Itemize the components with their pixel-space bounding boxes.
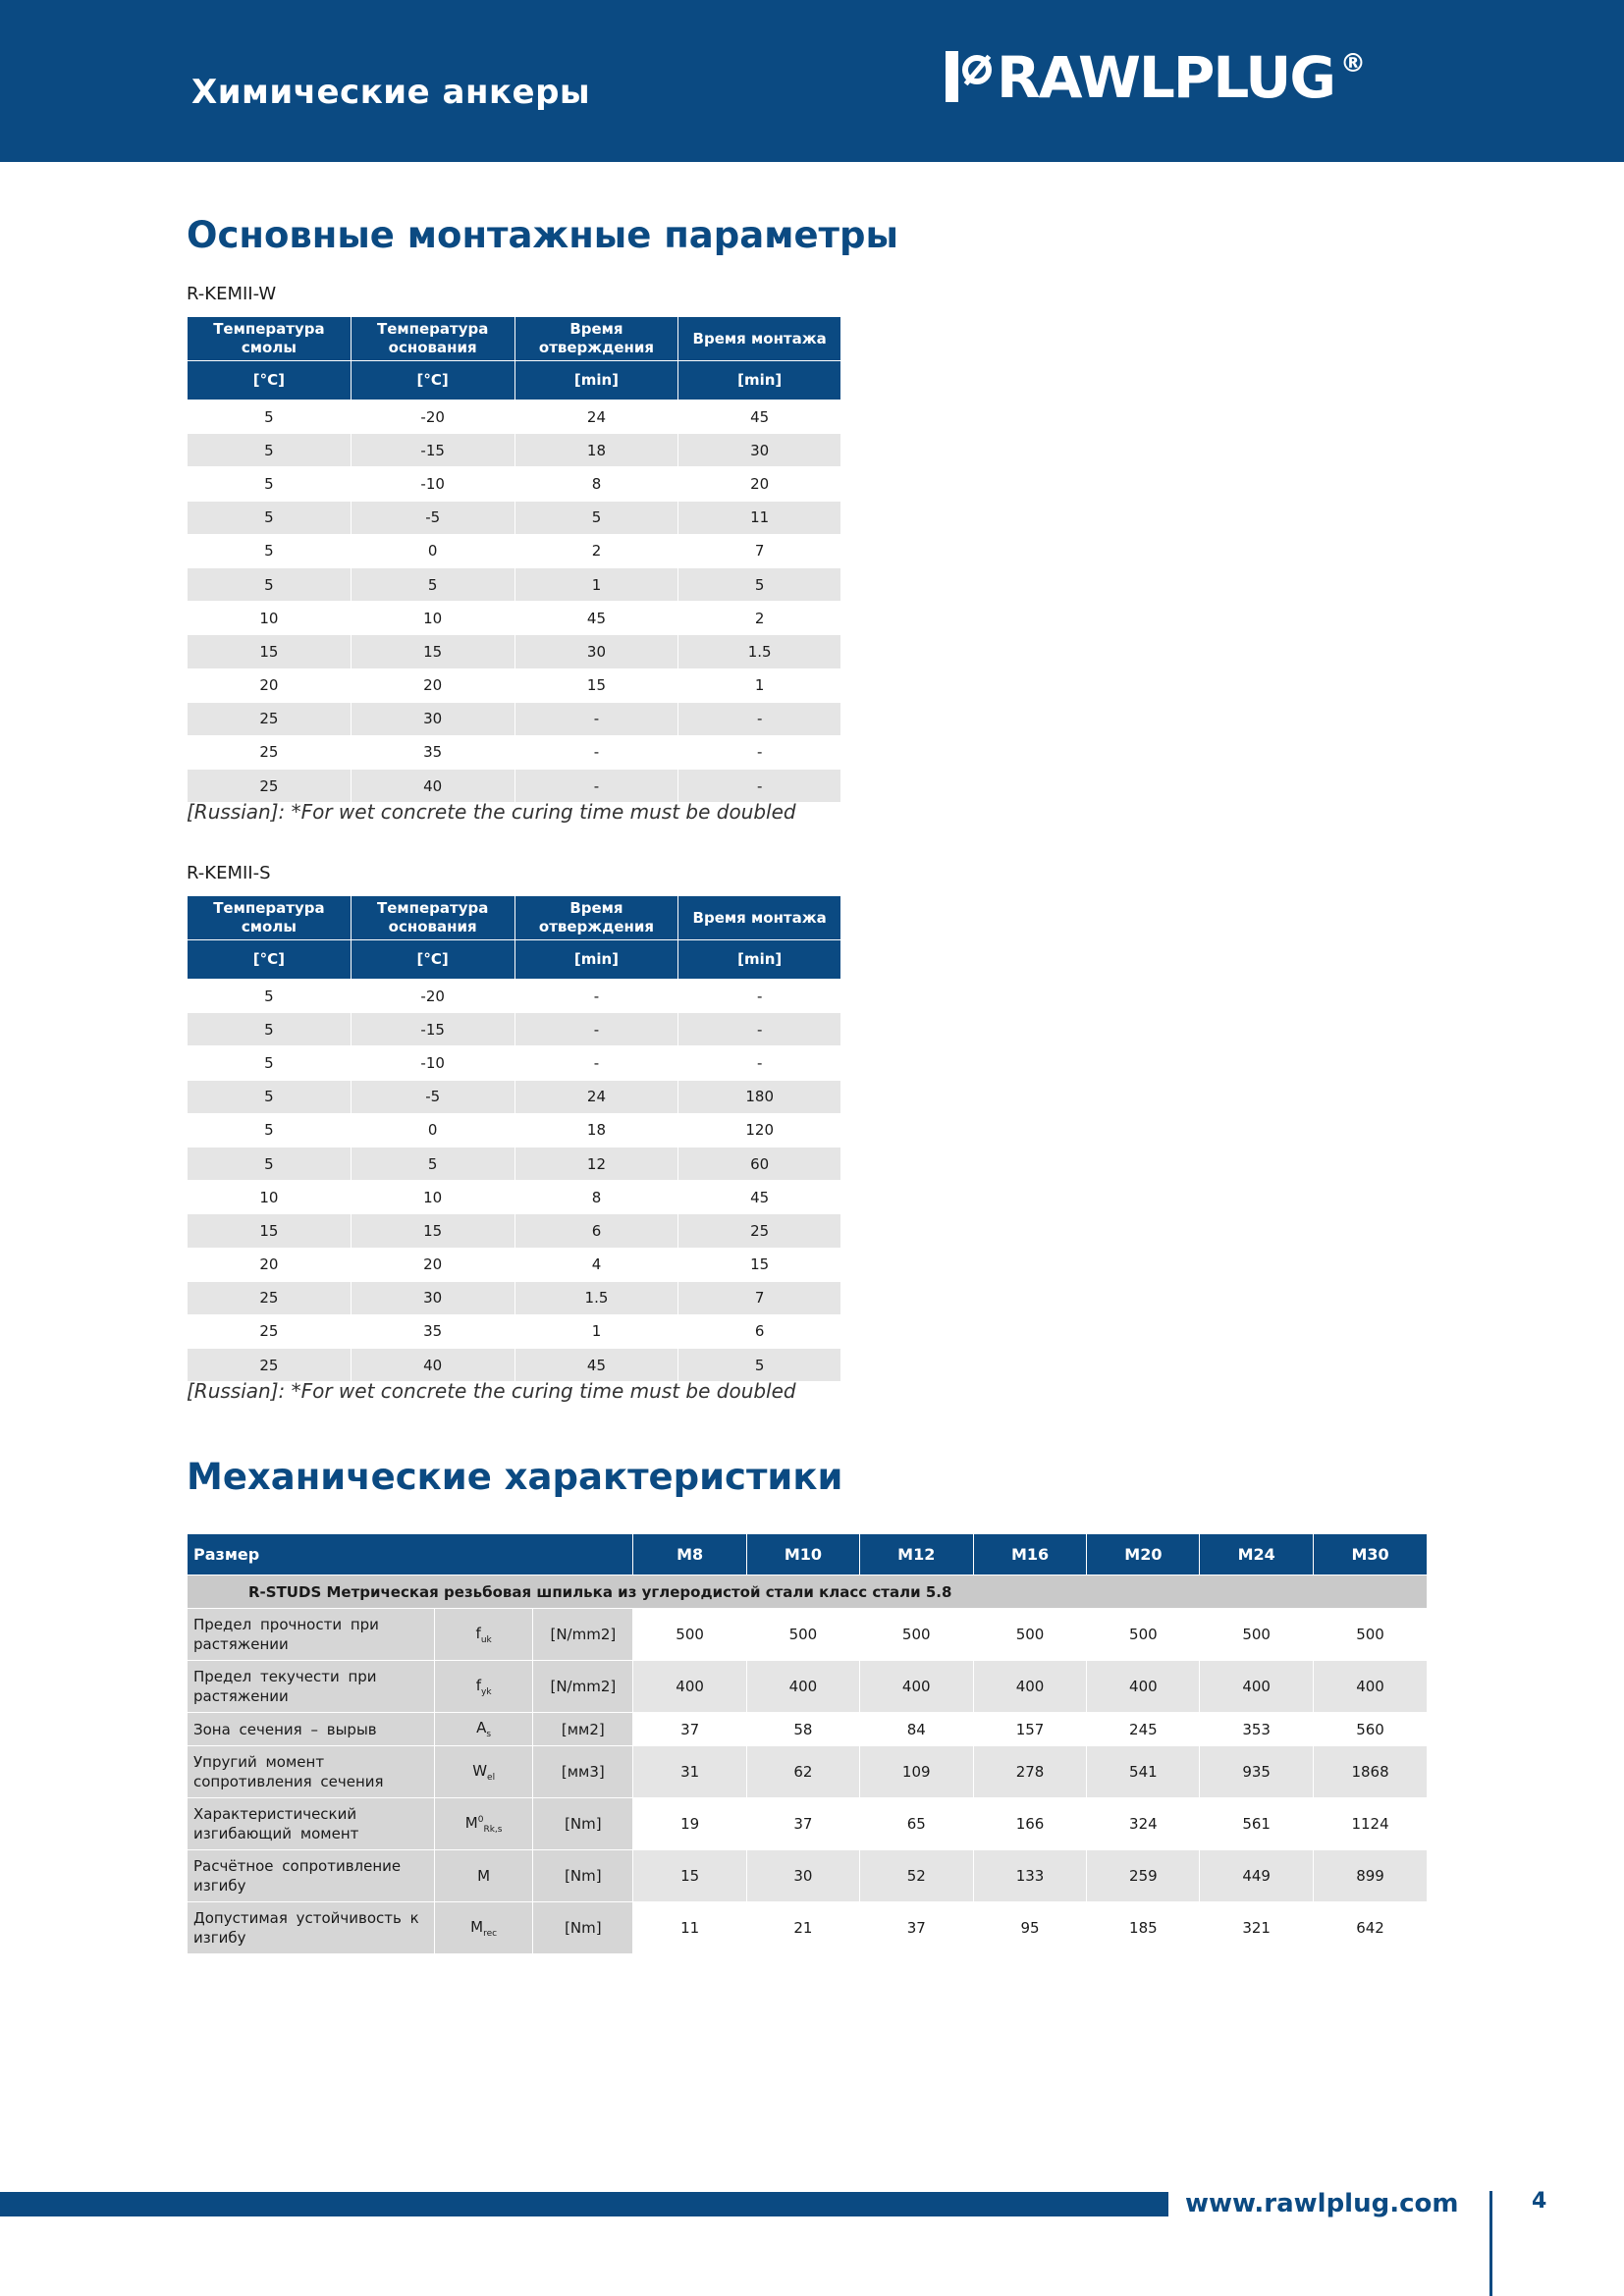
property-unit: [Nm] bbox=[533, 1798, 633, 1850]
symbol-base: M bbox=[470, 1917, 484, 1936]
table-cell: 30 bbox=[351, 1281, 514, 1314]
symbol-base: f bbox=[475, 1624, 481, 1642]
value-cell: 30 bbox=[747, 1850, 860, 1902]
table-cell: 24 bbox=[514, 1080, 678, 1113]
property-unit: [Nm] bbox=[533, 1902, 633, 1954]
table-row bbox=[188, 702, 841, 735]
mech-row bbox=[188, 1798, 1428, 1850]
mech-row bbox=[188, 1661, 1428, 1713]
table-cell: 5 bbox=[188, 1046, 352, 1080]
table-cell: 4 bbox=[514, 1248, 678, 1281]
table-cell: - bbox=[514, 1046, 678, 1080]
symbol-subscript: s bbox=[486, 1730, 492, 1739]
table-cell: 12 bbox=[514, 1147, 678, 1180]
table-cell: 35 bbox=[351, 1314, 514, 1348]
table-cell: 180 bbox=[678, 1080, 841, 1113]
property-symbol bbox=[434, 1661, 533, 1713]
table-cell: 5 bbox=[188, 434, 352, 467]
property-unit: [мм2] bbox=[533, 1713, 633, 1746]
column-unit: [min] bbox=[514, 361, 678, 400]
table-row bbox=[188, 501, 841, 534]
property-unit: [Nm] bbox=[533, 1850, 633, 1902]
mech-header-row bbox=[188, 1534, 1428, 1575]
value-cell: 21 bbox=[747, 1902, 860, 1954]
property-unit: [мм3] bbox=[533, 1746, 633, 1798]
table-cell: 6 bbox=[514, 1214, 678, 1248]
column-unit: [min] bbox=[514, 940, 678, 980]
value-cell: 500 bbox=[633, 1609, 747, 1661]
table-cell: - bbox=[678, 980, 841, 1013]
table-row bbox=[188, 1013, 841, 1046]
column-header: Температура основания bbox=[351, 317, 514, 361]
value-cell: 500 bbox=[747, 1609, 860, 1661]
table-row bbox=[188, 770, 841, 803]
table-cell: 15 bbox=[514, 668, 678, 702]
table-cell: 120 bbox=[678, 1113, 841, 1147]
table-cell: 45 bbox=[678, 400, 841, 434]
table-cell: 30 bbox=[514, 635, 678, 668]
table-cell: 1 bbox=[678, 668, 841, 702]
table-cell: - bbox=[678, 702, 841, 735]
table-cell: 30 bbox=[351, 702, 514, 735]
table-cell: 20 bbox=[188, 1248, 352, 1281]
table-cell: - bbox=[678, 1046, 841, 1080]
value-cell: 642 bbox=[1314, 1902, 1428, 1954]
size-column-header: M30 bbox=[1314, 1534, 1428, 1575]
table-cell: 1.5 bbox=[514, 1281, 678, 1314]
symbol-subscript: Rk,s bbox=[483, 1824, 503, 1835]
value-cell: 19 bbox=[633, 1798, 747, 1850]
table-cell: 20 bbox=[188, 668, 352, 702]
footer-divider bbox=[1489, 2191, 1492, 2296]
table-row bbox=[188, 602, 841, 635]
section-title-install: Основные монтажные параметры bbox=[187, 214, 898, 256]
table-cell: 5 bbox=[188, 467, 352, 501]
value-cell: 899 bbox=[1314, 1850, 1428, 1902]
size-column-header: M10 bbox=[747, 1534, 860, 1575]
table-cell: 30 bbox=[678, 434, 841, 467]
table-row bbox=[188, 1181, 841, 1214]
property-unit: [N/mm2] bbox=[533, 1661, 633, 1713]
mechanical-table bbox=[187, 1533, 1428, 1954]
mech-row bbox=[188, 1746, 1428, 1798]
size-column-header: M8 bbox=[633, 1534, 747, 1575]
table-header-row bbox=[188, 896, 841, 940]
value-cell: 15 bbox=[633, 1850, 747, 1902]
column-header: Время монтажа bbox=[678, 896, 841, 940]
table-cell: 25 bbox=[188, 735, 352, 769]
value-cell: 31 bbox=[633, 1746, 747, 1798]
table-cell: 5 bbox=[351, 567, 514, 601]
table-cell: 25 bbox=[188, 1349, 352, 1382]
value-cell: 37 bbox=[633, 1713, 747, 1746]
table-cell: 25 bbox=[188, 1281, 352, 1314]
table-cell: 5 bbox=[188, 400, 352, 434]
table-cell: 20 bbox=[351, 668, 514, 702]
table-cell: 5 bbox=[678, 567, 841, 601]
value-cell: 52 bbox=[859, 1850, 973, 1902]
symbol-base: W bbox=[472, 1761, 488, 1780]
table-cell: 15 bbox=[188, 635, 352, 668]
table-cell: 5 bbox=[188, 1080, 352, 1113]
table-label-kemii-w: R-KEMII-W bbox=[187, 284, 277, 304]
footnote-kemii-s: [Russian]: *For wet concrete the curing time must be doubled bbox=[187, 1379, 796, 1403]
property-symbol bbox=[434, 1609, 533, 1661]
value-cell: 449 bbox=[1200, 1850, 1314, 1902]
table-cell: 15 bbox=[351, 1214, 514, 1248]
table-header-row bbox=[188, 317, 841, 361]
table-cell: 8 bbox=[514, 1181, 678, 1214]
value-cell: 62 bbox=[747, 1746, 860, 1798]
value-cell: 84 bbox=[859, 1713, 973, 1746]
column-header: Время отверждения bbox=[514, 317, 678, 361]
section-title-mechanical: Механические характеристики bbox=[187, 1456, 843, 1498]
table-cell: 15 bbox=[188, 1214, 352, 1248]
curing-table-kemii-s bbox=[187, 895, 841, 1382]
table-row bbox=[188, 1113, 841, 1147]
value-cell: 185 bbox=[1087, 1902, 1200, 1954]
symbol-base: M bbox=[477, 1867, 491, 1885]
table-cell: 45 bbox=[514, 602, 678, 635]
property-symbol bbox=[434, 1798, 533, 1850]
column-unit: [min] bbox=[678, 940, 841, 980]
value-cell: 278 bbox=[973, 1746, 1087, 1798]
value-cell: 500 bbox=[1087, 1609, 1200, 1661]
size-column-header: M12 bbox=[859, 1534, 973, 1575]
table-cell: - bbox=[514, 980, 678, 1013]
value-cell: 109 bbox=[859, 1746, 973, 1798]
table-cell: -10 bbox=[351, 1046, 514, 1080]
property-unit: [N/mm2] bbox=[533, 1609, 633, 1661]
property-symbol bbox=[434, 1713, 533, 1746]
table-cell: -10 bbox=[351, 467, 514, 501]
table-cell: 8 bbox=[514, 467, 678, 501]
table-cell: 10 bbox=[351, 1181, 514, 1214]
column-header: Температура основания bbox=[351, 896, 514, 940]
table-row bbox=[188, 1080, 841, 1113]
rawlplug-logo-icon bbox=[946, 51, 993, 102]
table-cell: 5 bbox=[188, 980, 352, 1013]
table-cell: 45 bbox=[678, 1181, 841, 1214]
table-cell: 2 bbox=[678, 602, 841, 635]
property-symbol bbox=[434, 1850, 533, 1902]
table-row bbox=[188, 467, 841, 501]
table-cell: 5 bbox=[188, 501, 352, 534]
value-cell: 561 bbox=[1200, 1798, 1314, 1850]
column-header: Температура смолы bbox=[188, 896, 352, 940]
value-cell: 400 bbox=[747, 1661, 860, 1713]
table-units-row bbox=[188, 361, 841, 400]
value-cell: 500 bbox=[859, 1609, 973, 1661]
table-cell: 10 bbox=[188, 1181, 352, 1214]
value-cell: 560 bbox=[1314, 1713, 1428, 1746]
table-cell: -15 bbox=[351, 434, 514, 467]
table-row bbox=[188, 635, 841, 668]
size-column-header: M24 bbox=[1200, 1534, 1314, 1575]
value-cell: 157 bbox=[973, 1713, 1087, 1746]
header-title: Химические анкеры bbox=[191, 73, 591, 112]
property-label: Предел текучести при растяжении bbox=[188, 1661, 435, 1713]
column-unit: [°C] bbox=[351, 940, 514, 980]
value-cell: 400 bbox=[633, 1661, 747, 1713]
table-cell: 18 bbox=[514, 1113, 678, 1147]
table-cell: 20 bbox=[351, 1248, 514, 1281]
table-row bbox=[188, 980, 841, 1013]
footer-url-link[interactable]: www.rawlplug.com bbox=[1185, 2189, 1459, 2218]
property-label: Зона сечения – вырыв bbox=[188, 1713, 435, 1746]
value-cell: 37 bbox=[859, 1902, 973, 1954]
table-cell: 5 bbox=[514, 501, 678, 534]
table-cell: 40 bbox=[351, 1349, 514, 1382]
table-cell: 6 bbox=[678, 1314, 841, 1348]
value-cell: 58 bbox=[747, 1713, 860, 1746]
property-label: Предел прочности при растяжении bbox=[188, 1609, 435, 1661]
table-cell: 25 bbox=[188, 770, 352, 803]
value-cell: 935 bbox=[1200, 1746, 1314, 1798]
table-units-row bbox=[188, 940, 841, 980]
table-cell: 1.5 bbox=[678, 635, 841, 668]
table-label-kemii-s: R-KEMII-S bbox=[187, 863, 271, 883]
table-cell: 24 bbox=[514, 400, 678, 434]
value-cell: 324 bbox=[1087, 1798, 1200, 1850]
product-band-row bbox=[188, 1575, 1428, 1609]
value-cell: 133 bbox=[973, 1850, 1087, 1902]
symbol-superscript: 0 bbox=[477, 1814, 484, 1825]
table-cell: 1 bbox=[514, 1314, 678, 1348]
symbol-subscript: el bbox=[487, 1772, 496, 1783]
table-cell: - bbox=[514, 770, 678, 803]
table-cell: 35 bbox=[351, 735, 514, 769]
table-row bbox=[188, 1281, 841, 1314]
mech-row bbox=[188, 1609, 1428, 1661]
symbol-base: f bbox=[475, 1676, 481, 1694]
logo-text: RAWLPLUG bbox=[997, 44, 1334, 111]
property-label: Упругий момент сопротивления сечения bbox=[188, 1746, 435, 1798]
value-cell: 500 bbox=[1314, 1609, 1428, 1661]
symbol-base: A bbox=[476, 1719, 487, 1736]
mech-row bbox=[188, 1902, 1428, 1954]
value-cell: 65 bbox=[859, 1798, 973, 1850]
size-header: Размер bbox=[188, 1534, 633, 1575]
table-cell: 5 bbox=[188, 534, 352, 567]
table-row bbox=[188, 567, 841, 601]
table-cell: -15 bbox=[351, 1013, 514, 1046]
value-cell: 541 bbox=[1087, 1746, 1200, 1798]
table-cell: -5 bbox=[351, 1080, 514, 1113]
footnote-kemii-w: [Russian]: *For wet concrete the curing time must be doubled bbox=[187, 800, 796, 824]
symbol-subscript: yk bbox=[481, 1686, 492, 1697]
table-row bbox=[188, 434, 841, 467]
property-label: Допустимая устойчивость к изгибу bbox=[188, 1902, 435, 1954]
table-cell: 60 bbox=[678, 1147, 841, 1180]
table-cell: 15 bbox=[678, 1248, 841, 1281]
registered-mark: ® bbox=[1339, 49, 1366, 79]
property-symbol bbox=[434, 1902, 533, 1954]
table-cell: 10 bbox=[351, 602, 514, 635]
size-column-header: M16 bbox=[973, 1534, 1087, 1575]
rawlplug-logo bbox=[946, 44, 1366, 111]
property-label: Характеристический изгибающий момент bbox=[188, 1798, 435, 1850]
table-cell: - bbox=[514, 1013, 678, 1046]
table-cell: 5 bbox=[188, 567, 352, 601]
table-row bbox=[188, 1314, 841, 1348]
product-band-label: R-STUDS Метрическая резьбовая шпилька из углеродистой стали класс стали 5.8 bbox=[188, 1575, 1428, 1609]
footer-bar bbox=[0, 2192, 1168, 2216]
table-cell: 1 bbox=[514, 567, 678, 601]
table-row bbox=[188, 1046, 841, 1080]
table-row bbox=[188, 400, 841, 434]
table-row bbox=[188, 534, 841, 567]
page-number: 4 bbox=[1532, 2189, 1547, 2214]
value-cell: 400 bbox=[973, 1661, 1087, 1713]
symbol-subscript: uk bbox=[480, 1634, 492, 1645]
symbol-subscript: rec bbox=[483, 1928, 498, 1939]
value-cell: 95 bbox=[973, 1902, 1087, 1954]
table-cell: 5 bbox=[188, 1147, 352, 1180]
table-row bbox=[188, 1147, 841, 1180]
column-header: Температура смолы bbox=[188, 317, 352, 361]
table-cell: -20 bbox=[351, 400, 514, 434]
value-cell: 500 bbox=[973, 1609, 1087, 1661]
value-cell: 259 bbox=[1087, 1850, 1200, 1902]
table-cell: 25 bbox=[188, 702, 352, 735]
value-cell: 11 bbox=[633, 1902, 747, 1954]
symbol-base: M bbox=[464, 1813, 478, 1832]
column-header: Время монтажа bbox=[678, 317, 841, 361]
table-cell: 10 bbox=[188, 602, 352, 635]
property-label: Расчётное сопротивление изгибу bbox=[188, 1850, 435, 1902]
value-cell: 321 bbox=[1200, 1902, 1314, 1954]
table-row bbox=[188, 1248, 841, 1281]
value-cell: 500 bbox=[1200, 1609, 1314, 1661]
table-cell: 7 bbox=[678, 534, 841, 567]
table-row bbox=[188, 1214, 841, 1248]
table-cell: 11 bbox=[678, 501, 841, 534]
column-unit: [°C] bbox=[351, 361, 514, 400]
page-header bbox=[0, 0, 1624, 162]
table-row bbox=[188, 1349, 841, 1382]
table-cell: 2 bbox=[514, 534, 678, 567]
column-header: Время отверждения bbox=[514, 896, 678, 940]
column-unit: [min] bbox=[678, 361, 841, 400]
column-unit: [°C] bbox=[188, 361, 352, 400]
table-row bbox=[188, 668, 841, 702]
mech-row bbox=[188, 1713, 1428, 1746]
table-cell: 40 bbox=[351, 770, 514, 803]
mech-row bbox=[188, 1850, 1428, 1902]
table-cell: 18 bbox=[514, 434, 678, 467]
table-cell: -5 bbox=[351, 501, 514, 534]
table-cell: 45 bbox=[514, 1349, 678, 1382]
column-unit: [°C] bbox=[188, 940, 352, 980]
value-cell: 400 bbox=[1314, 1661, 1428, 1713]
size-column-header: M20 bbox=[1087, 1534, 1200, 1575]
table-cell: - bbox=[678, 770, 841, 803]
value-cell: 37 bbox=[747, 1798, 860, 1850]
value-cell: 245 bbox=[1087, 1713, 1200, 1746]
table-cell: 0 bbox=[351, 1113, 514, 1147]
table-cell: 0 bbox=[351, 534, 514, 567]
table-cell: -20 bbox=[351, 980, 514, 1013]
value-cell: 353 bbox=[1200, 1713, 1314, 1746]
value-cell: 166 bbox=[973, 1798, 1087, 1850]
table-cell: - bbox=[514, 702, 678, 735]
value-cell: 400 bbox=[859, 1661, 973, 1713]
value-cell: 400 bbox=[1087, 1661, 1200, 1713]
table-cell: - bbox=[678, 735, 841, 769]
table-cell: 15 bbox=[351, 635, 514, 668]
property-symbol bbox=[434, 1746, 533, 1798]
table-cell: 5 bbox=[188, 1113, 352, 1147]
table-cell: 25 bbox=[188, 1314, 352, 1348]
value-cell: 400 bbox=[1200, 1661, 1314, 1713]
value-cell: 1868 bbox=[1314, 1746, 1428, 1798]
table-cell: 5 bbox=[351, 1147, 514, 1180]
table-cell: 25 bbox=[678, 1214, 841, 1248]
table-cell: 7 bbox=[678, 1281, 841, 1314]
table-row bbox=[188, 735, 841, 769]
table-cell: - bbox=[678, 1013, 841, 1046]
table-cell: 5 bbox=[188, 1013, 352, 1046]
value-cell: 1124 bbox=[1314, 1798, 1428, 1850]
table-cell: - bbox=[514, 735, 678, 769]
curing-table-kemii-w bbox=[187, 316, 841, 803]
table-cell: 5 bbox=[678, 1349, 841, 1382]
table-cell: 20 bbox=[678, 467, 841, 501]
